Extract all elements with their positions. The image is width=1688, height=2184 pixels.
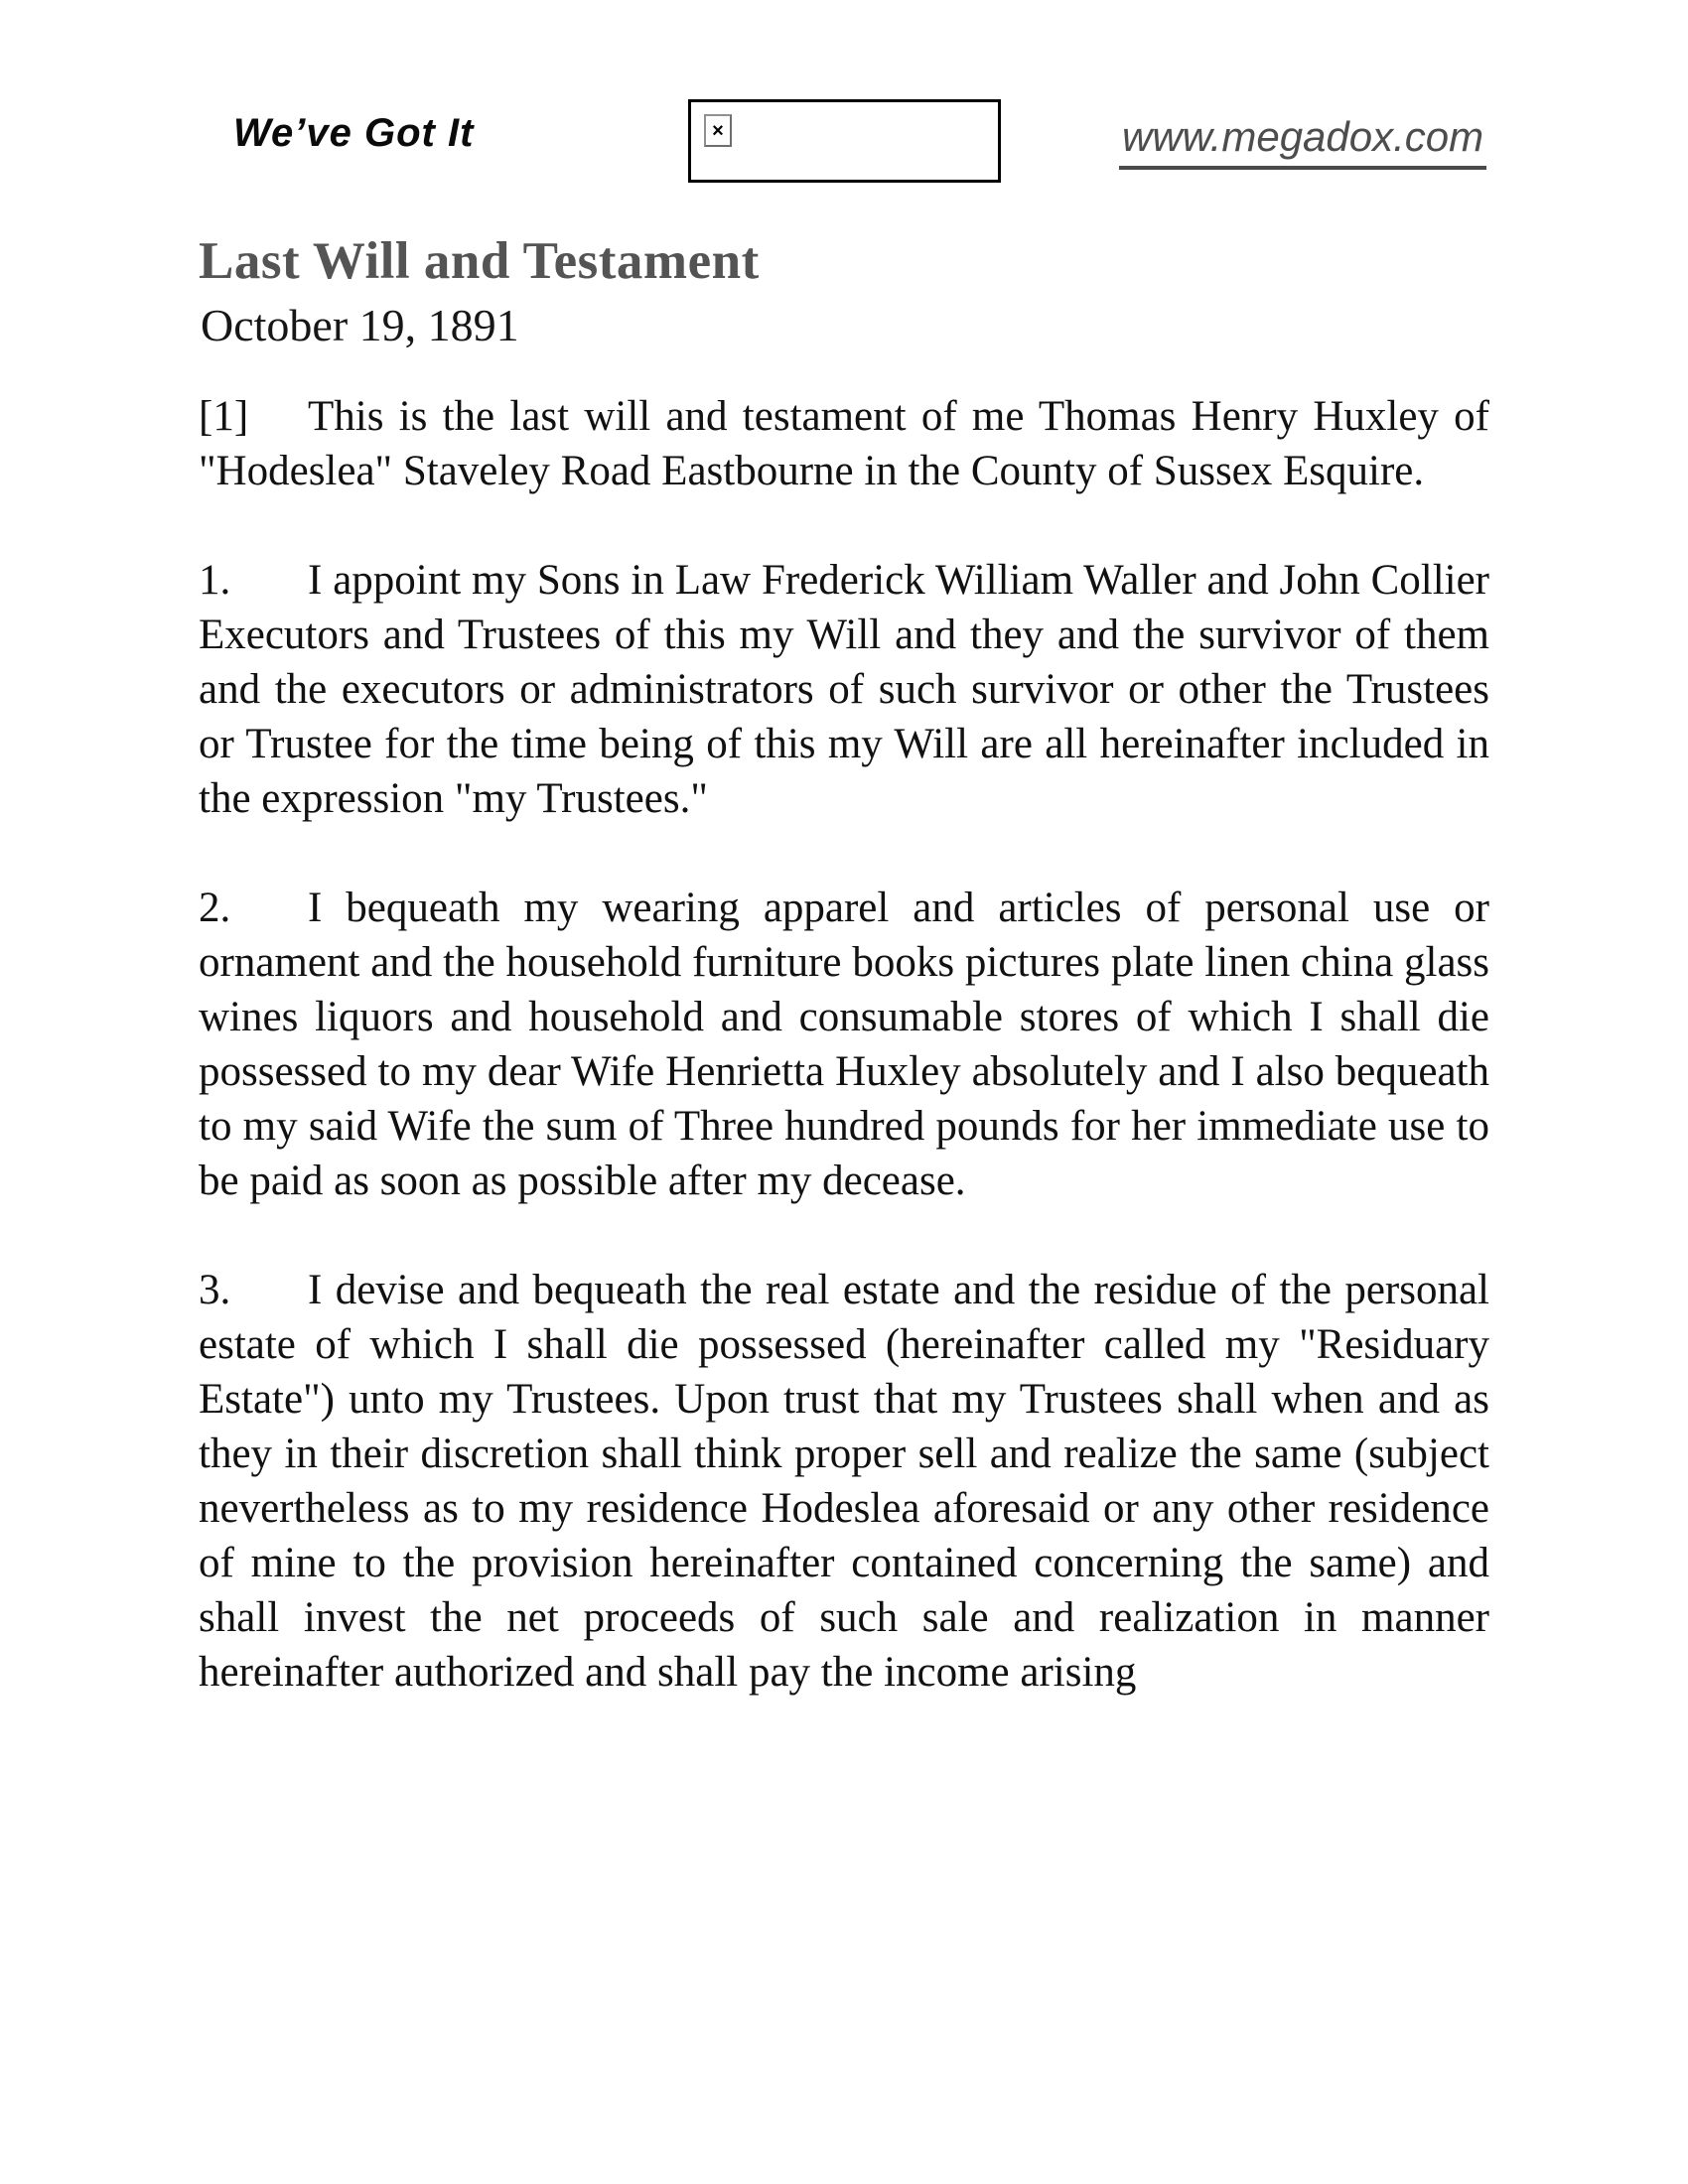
will-body	[199, 389, 1489, 1700]
document-date: October 19, 1891	[201, 300, 519, 350]
paragraph-number: 1.	[199, 557, 231, 604]
company-tagline: We’ve Got It	[233, 111, 475, 155]
paragraph-text: I devise and bequeath the real estate and the residue of the personal estate of which I shall die possessed (hereinafter called my "Residuary Estate") unto my Trustees. Upon trust that my Trustees shall when and as they in their discretion shall think proper sell and realize the same (subject nevertheless as to my residence Hodeslea aforesaid or any other residence of mine to the provision hereinafter contained concerning the same) and shall invest the net proceeds of such sale and realization in manner hereinafter authorized and shall pay the income arising	[199, 1267, 1489, 1696]
paragraph-text: I appoint my Sons in Law Frederick William Waller and John Collier Executors and Trustees of this my Will and they and the survivor of them and the executors or administrators of such survivor or other the Trustees or Trustee for the time being of this my Will are all hereinafter included in the expression "my Trustees."	[199, 557, 1489, 822]
logo-placeholder-box	[688, 99, 1001, 183]
paragraph-number: 2.	[199, 885, 231, 931]
page-title: Last Will and Testament	[199, 232, 760, 290]
website-link[interactable]: www.megadox.com	[1119, 113, 1486, 170]
will-paragraph-3	[199, 1263, 1489, 1700]
will-paragraph-1	[199, 553, 1489, 826]
will-paragraph-2	[199, 881, 1489, 1208]
paragraph-text: This is the last will and testament of me Thomas Henry Huxley of "Hodeslea" Staveley Road Eastbourne in the County of Sussex Esquire.	[199, 393, 1489, 494]
broken-image-icon: ×	[704, 114, 732, 147]
paragraph-text: I bequeath my wearing apparel and articles of personal use or ornament and the household furniture books pictures plate linen china glass wines liquors and household and consumable stores of which I shall die possessed to my dear Wife Henrietta Huxley absolutely and I also bequeath to my said Wife the sum of Three hundred pounds for her immediate use to be paid as soon as possible after my decease.	[199, 885, 1489, 1204]
paragraph-number: 3.	[199, 1267, 231, 1313]
paragraph-number: [1]	[199, 393, 249, 440]
will-paragraph-intro	[199, 389, 1489, 498]
